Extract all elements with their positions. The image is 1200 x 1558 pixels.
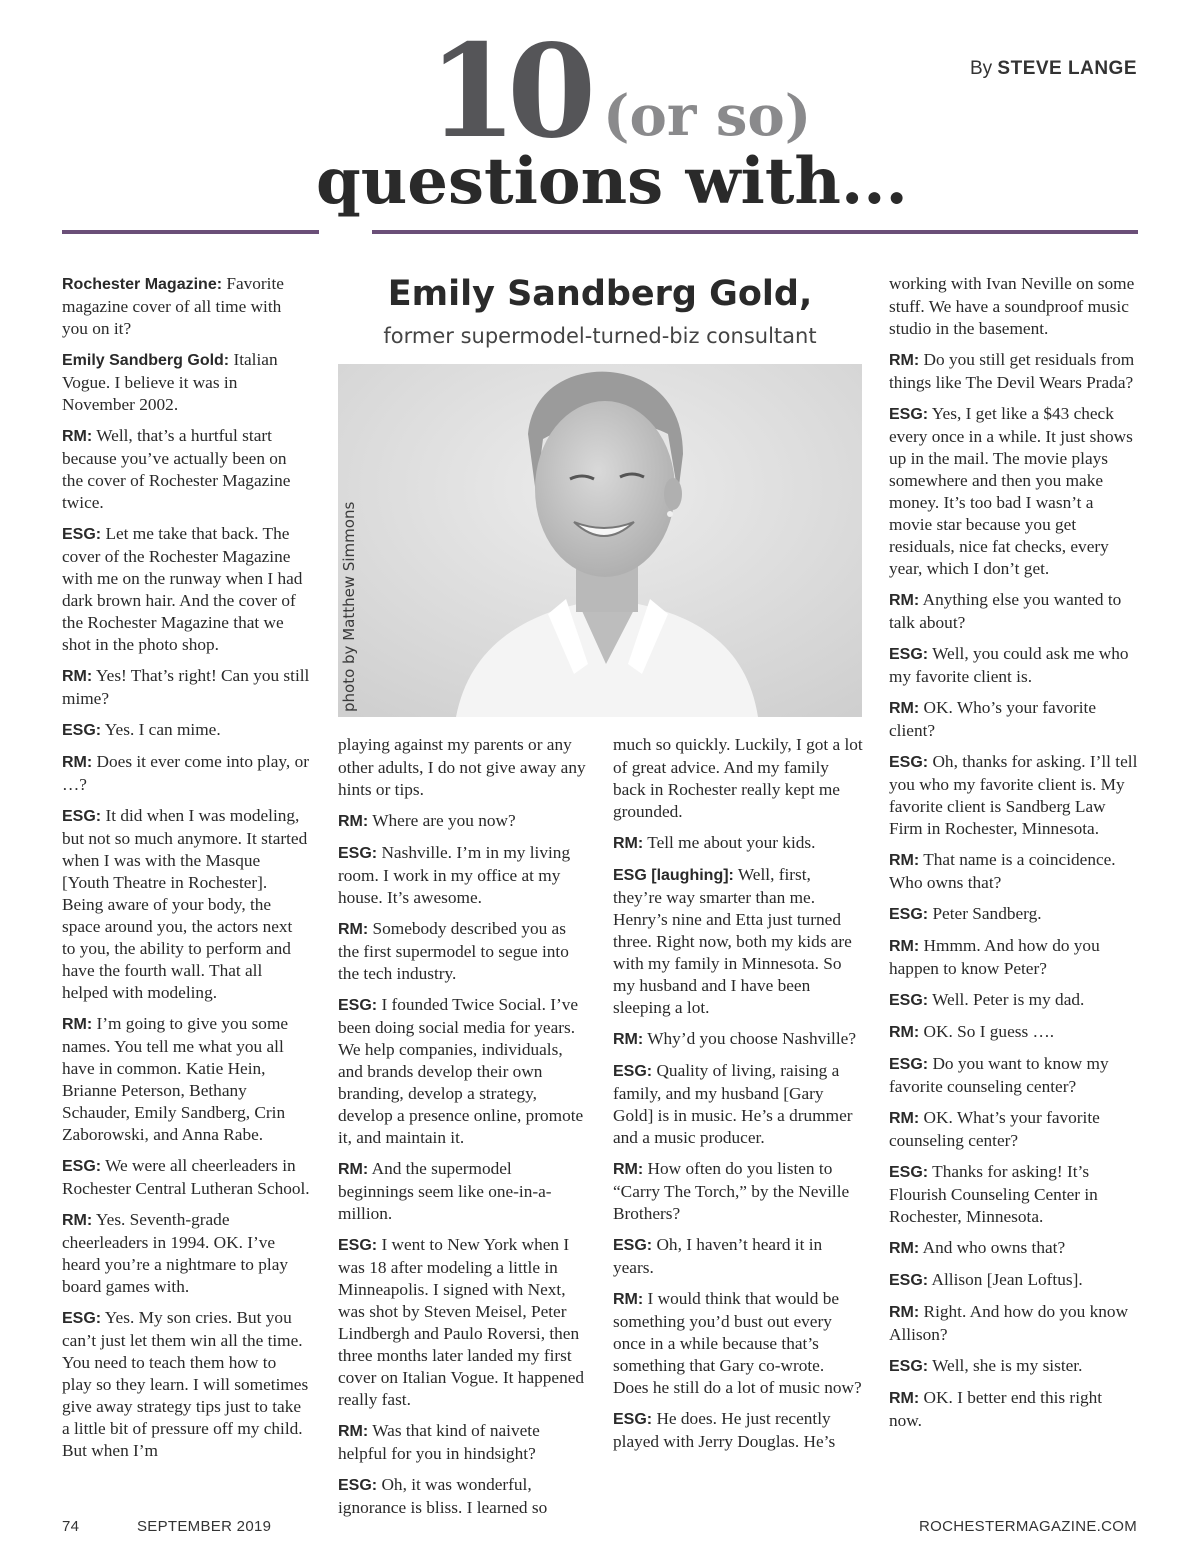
speaker-label: RM:	[338, 921, 369, 938]
speaker-label: ESG:	[338, 997, 378, 1014]
title-main: questions with...	[316, 144, 908, 219]
speaker-label: RM:	[62, 754, 93, 771]
issue-date: SEPTEMBER 2019	[137, 1518, 272, 1535]
subject-subtitle: former supermodel-turned-biz consultant	[383, 324, 817, 348]
paragraph-text: And the supermodel beginnings seem like one-in-a-million.	[338, 1159, 552, 1223]
paragraph-text: Hmmm. And how do you happen to know Peter?	[889, 936, 1100, 978]
speaker-label: RM:	[62, 1016, 93, 1033]
interview-paragraph	[889, 403, 1139, 580]
paragraph-text: Well, that’s a hurtful start because you’ve actually been on the cover of Rochester Magazine twice.	[62, 426, 291, 512]
interview-paragraph	[338, 994, 588, 1149]
paragraph-text: Yes. I can mime.	[101, 720, 221, 739]
paragraph-text: playing against my parents or any other adults, I do not give away any hints or tips.	[338, 735, 586, 799]
title-number: 10	[428, 17, 587, 167]
interview-paragraph	[613, 1288, 863, 1399]
paragraph-text: Oh, it was wonderful, ignorance is bliss. I learned so	[338, 1475, 548, 1517]
speaker-label: RM:	[613, 1161, 644, 1178]
interview-paragraph	[338, 734, 588, 801]
speaker-label: RM:	[613, 1291, 644, 1308]
speaker-label: ESG:	[889, 646, 929, 663]
portrait-photo	[338, 364, 862, 717]
interview-paragraph	[62, 751, 310, 796]
subject-name: Emily Sandberg Gold,	[387, 274, 813, 314]
title-aside: (or so)	[603, 83, 812, 149]
speaker-label: ESG:	[338, 1237, 378, 1254]
paragraph-text: Favorite magazine cover of all time with you on it?	[62, 274, 284, 338]
speaker-label: RM:	[613, 1031, 644, 1048]
speaker-label: RM:	[62, 668, 93, 685]
paragraph-text: OK. Who’s your favorite client?	[889, 698, 1096, 740]
paragraph-text: Where are you now?	[368, 811, 516, 830]
interview-paragraph	[889, 589, 1139, 634]
paragraph-text: Yes. Seventh-grade cheerleaders in 1994. OK. I’ve heard you’re a nightmare to play board games with.	[62, 1210, 289, 1296]
paragraph-text: OK. So I guess ….	[919, 1022, 1055, 1041]
speaker-label: RM:	[889, 1240, 920, 1257]
column-2	[338, 734, 588, 1528]
interview-paragraph	[613, 1234, 863, 1279]
paragraph-text: I went to New York when I was 18 after modeling a little in Minneapolis. I signed with Next, was shot by Steven Meisel, Peter Lindbergh and Paulo Roversi, then three months later landed my first cover on Italian Vogue. It happened really fast.	[338, 1235, 585, 1409]
paragraph-text: Thanks for asking! It’s Flourish Counseling Center in Rochester, Minnesota.	[889, 1162, 1098, 1226]
paragraph-text: OK. I better end this right now.	[889, 1388, 1103, 1430]
interview-paragraph	[62, 1307, 310, 1462]
paragraph-text: And who owns that?	[919, 1238, 1066, 1257]
speaker-label: ESG:	[62, 722, 102, 739]
interview-paragraph	[889, 643, 1139, 688]
speaker-label: RM:	[338, 813, 369, 830]
interview-paragraph	[889, 273, 1139, 340]
paragraph-text: I’m going to give you some names. You tell me what you all have in common. Katie Hein, Brianne Peterson, Bethany Schauder, Emily Sandberg, Crin Zaborowski, and Anna Rabe.	[62, 1014, 289, 1144]
interview-paragraph	[889, 751, 1139, 840]
interview-paragraph	[889, 1161, 1139, 1228]
page-number: 74	[62, 1518, 80, 1535]
interview-paragraph	[338, 810, 588, 833]
speaker-label: ESG:	[338, 1477, 378, 1494]
interview-paragraph	[889, 697, 1139, 742]
byline	[970, 58, 1137, 80]
byline-author: STEVE LANGE	[997, 58, 1137, 79]
speaker-label: RM:	[889, 938, 920, 955]
paragraph-text: Why’d you choose Nashville?	[643, 1029, 856, 1048]
speaker-label: RM:	[889, 1304, 920, 1321]
interview-paragraph	[62, 523, 310, 656]
byline-prefix: By	[969, 58, 993, 79]
website: ROCHESTERMAGAZINE.COM	[919, 1518, 1137, 1535]
speaker-label: RM:	[889, 352, 920, 369]
speaker-label: RM:	[613, 835, 644, 852]
speaker-label: Emily Sandberg Gold:	[62, 352, 230, 369]
speaker-label: RM:	[62, 1212, 93, 1229]
paragraph-text: We were all cheerleaders in Rochester Central Lutheran School.	[62, 1156, 310, 1198]
paragraph-text: Anything else you wanted to talk about?	[889, 590, 1122, 632]
speaker-label: ESG:	[889, 406, 929, 423]
interview-paragraph	[889, 1107, 1139, 1152]
speaker-label: ESG:	[613, 1237, 653, 1254]
interview-paragraph	[62, 273, 310, 340]
interview-paragraph	[613, 1060, 863, 1149]
paragraph-text: How often do you listen to “Carry The Torch,” by the Neville Brothers?	[613, 1159, 850, 1223]
column-4	[889, 273, 1139, 1441]
interview-paragraph	[62, 425, 310, 514]
paragraph-text: Somebody described you as the first supermodel to segue into the tech industry.	[338, 919, 569, 983]
paragraph-text: Let me take that back. The cover of the Rochester Magazine with me on the runway when I had dark brown hair. And the cover of the Rochester Magazine that we shot in the photo shop.	[62, 524, 303, 654]
interview-paragraph	[613, 1408, 863, 1453]
speaker-label: ESG:	[62, 526, 102, 543]
paragraph-text: Was that kind of naivete helpful for you in hindsight?	[338, 1421, 540, 1463]
photo-credit: photo by Matthew Simmons	[340, 501, 358, 712]
interview-paragraph	[338, 842, 588, 909]
interview-paragraph	[889, 935, 1139, 980]
interview-paragraph	[338, 1474, 588, 1519]
speaker-label: RM:	[889, 852, 920, 869]
speaker-label: Rochester Magazine:	[62, 276, 223, 293]
speaker-label: ESG:	[889, 754, 929, 771]
paragraph-text: working with Ivan Neville on some stuff. We have a soundproof music studio in the basement.	[889, 274, 1135, 338]
speaker-label: ESG:	[889, 1272, 929, 1289]
interview-paragraph	[889, 1269, 1139, 1292]
speaker-label: ESG:	[62, 808, 102, 825]
interview-paragraph	[338, 1158, 588, 1225]
interview-paragraph	[62, 719, 310, 742]
column-3	[613, 734, 863, 1462]
paragraph-text: Does it ever come into play, or …?	[62, 752, 309, 794]
paragraph-text: OK. What’s your favorite counseling center?	[889, 1108, 1100, 1150]
paragraph-text: Oh, I haven’t heard it in years.	[613, 1235, 823, 1277]
speaker-label: RM:	[62, 428, 93, 445]
speaker-label: ESG:	[62, 1158, 102, 1175]
interview-paragraph	[62, 805, 310, 1004]
paragraph-text: He does. He just recently played with Jerry Douglas. He’s	[613, 1409, 836, 1451]
paragraph-text: That name is a coincidence. Who owns that?	[889, 850, 1116, 892]
paragraph-text: Oh, thanks for asking. I’ll tell you who my favorite client is. My favorite client is Sandberg Law Firm in Rochester, Minnesota.	[889, 752, 1138, 838]
paragraph-text: Right. And how do you know Allison?	[889, 1302, 1129, 1344]
interview-paragraph	[613, 1028, 863, 1051]
interview-paragraph	[338, 1234, 588, 1411]
paragraph-text: Tell me about your kids.	[643, 833, 816, 852]
interview-paragraph	[889, 849, 1139, 894]
paragraph-text: Italian Vogue. I believe it was in November 2002.	[62, 350, 278, 414]
interview-paragraph	[613, 864, 863, 1019]
speaker-label: ESG:	[889, 1164, 929, 1181]
speaker-label: ESG:	[889, 1358, 929, 1375]
paragraph-text: Well, you could ask me who my favorite client is.	[889, 644, 1129, 686]
interview-paragraph	[889, 1053, 1139, 1098]
paragraph-text: Yes. My son cries. But you can’t just let them win all the time. You need to teach them how to play so they learn. I will sometimes give away strategy tips just to take a little bit of pressure off my child. But when I’m	[62, 1308, 309, 1460]
speaker-label: RM:	[889, 1390, 920, 1407]
paragraph-text: Do you want to know my favorite counseling center?	[889, 1054, 1109, 1096]
paragraph-text: Well, first, they’re way smarter than me. Henry’s nine and Etta just turned three. Right now, both my kids are with my family in Minnesota. So my husband and I have been sleeping a lot.	[613, 865, 852, 1017]
title-rule-left	[62, 230, 319, 234]
paragraph-text: Nashville. I’m in my living room. I work in my office at my house. It’s awesome.	[338, 843, 571, 907]
speaker-label: ESG:	[613, 1411, 653, 1428]
interview-paragraph	[62, 1155, 310, 1200]
interview-paragraph	[889, 1301, 1139, 1346]
paragraph-text: Yes! That’s right! Can you still mime?	[62, 666, 310, 708]
paragraph-text: It did when I was modeling, but not so much anymore. It started when I was with the Masque [Youth Theatre in Rochester]. Being aware of your body, the space around you, the actors next to you, the ability to perform and have the fourth wall. That all helped with modeling.	[62, 806, 308, 1002]
speaker-label: ESG:	[338, 845, 378, 862]
interview-paragraph	[889, 1237, 1139, 1260]
speaker-label: RM:	[338, 1423, 369, 1440]
speaker-label: ESG:	[889, 1056, 929, 1073]
interview-paragraph	[62, 1013, 310, 1146]
interview-paragraph	[889, 989, 1139, 1012]
speaker-label: RM:	[889, 1024, 920, 1041]
interview-paragraph	[613, 734, 863, 823]
paragraph-text: I would think that would be something you’d bust out every once in a while because that’s something that Gary co-wrote. Does he still do a lot of music now?	[613, 1289, 862, 1397]
title-rule-right	[372, 230, 1138, 234]
interview-paragraph	[889, 1355, 1139, 1378]
paragraph-text: Do you still get residuals from things like The Devil Wears Prada?	[889, 350, 1135, 392]
speaker-label: ESG:	[613, 1063, 653, 1080]
speaker-label: RM:	[889, 700, 920, 717]
speaker-label: ESG:	[62, 1310, 102, 1327]
speaker-label: ESG [laughing]:	[613, 867, 734, 884]
interview-paragraph	[889, 349, 1139, 394]
speaker-label: ESG:	[889, 906, 929, 923]
speaker-label: ESG:	[889, 992, 929, 1009]
paragraph-text: much so quickly. Luckily, I got a lot of great advice. And my family back in Rochester really kept me grounded.	[613, 735, 863, 821]
paragraph-text: Quality of living, raising a family, and my husband [Gary Gold] is in music. He’s a drummer and a music producer.	[613, 1061, 853, 1147]
interview-paragraph	[889, 903, 1139, 926]
column-1	[62, 273, 310, 1471]
interview-paragraph	[338, 918, 588, 985]
interview-paragraph	[62, 665, 310, 710]
portrait-illustration	[338, 364, 862, 717]
interview-paragraph	[62, 1209, 310, 1298]
interview-paragraph	[338, 1420, 588, 1465]
paragraph-text: Well. Peter is my dad.	[928, 990, 1085, 1009]
interview-paragraph	[62, 349, 310, 416]
interview-paragraph	[613, 1158, 863, 1225]
paragraph-text: Yes, I get like a $43 check every once in a while. It just shows up in the mail. The movie plays somewhere and then you make money. It’s too bad I wasn’t a movie star because you get residuals, nice fat checks, every year, which I don’t get.	[889, 404, 1133, 578]
interview-paragraph	[613, 832, 863, 855]
speaker-label: RM:	[889, 1110, 920, 1127]
paragraph-text: Well, she is my sister.	[928, 1356, 1083, 1375]
paragraph-text: Allison [Jean Loftus].	[928, 1270, 1083, 1289]
interview-paragraph	[889, 1387, 1139, 1432]
paragraph-text: Peter Sandberg.	[928, 904, 1042, 923]
interview-paragraph	[889, 1021, 1139, 1044]
speaker-label: RM:	[889, 592, 920, 609]
speaker-label: RM:	[338, 1161, 369, 1178]
paragraph-text: I founded Twice Social. I’ve been doing social media for years. We help companies, individuals, and brands develop their own branding, develop a strategy, develop a presence online, promote it, and maintain it.	[338, 995, 584, 1147]
